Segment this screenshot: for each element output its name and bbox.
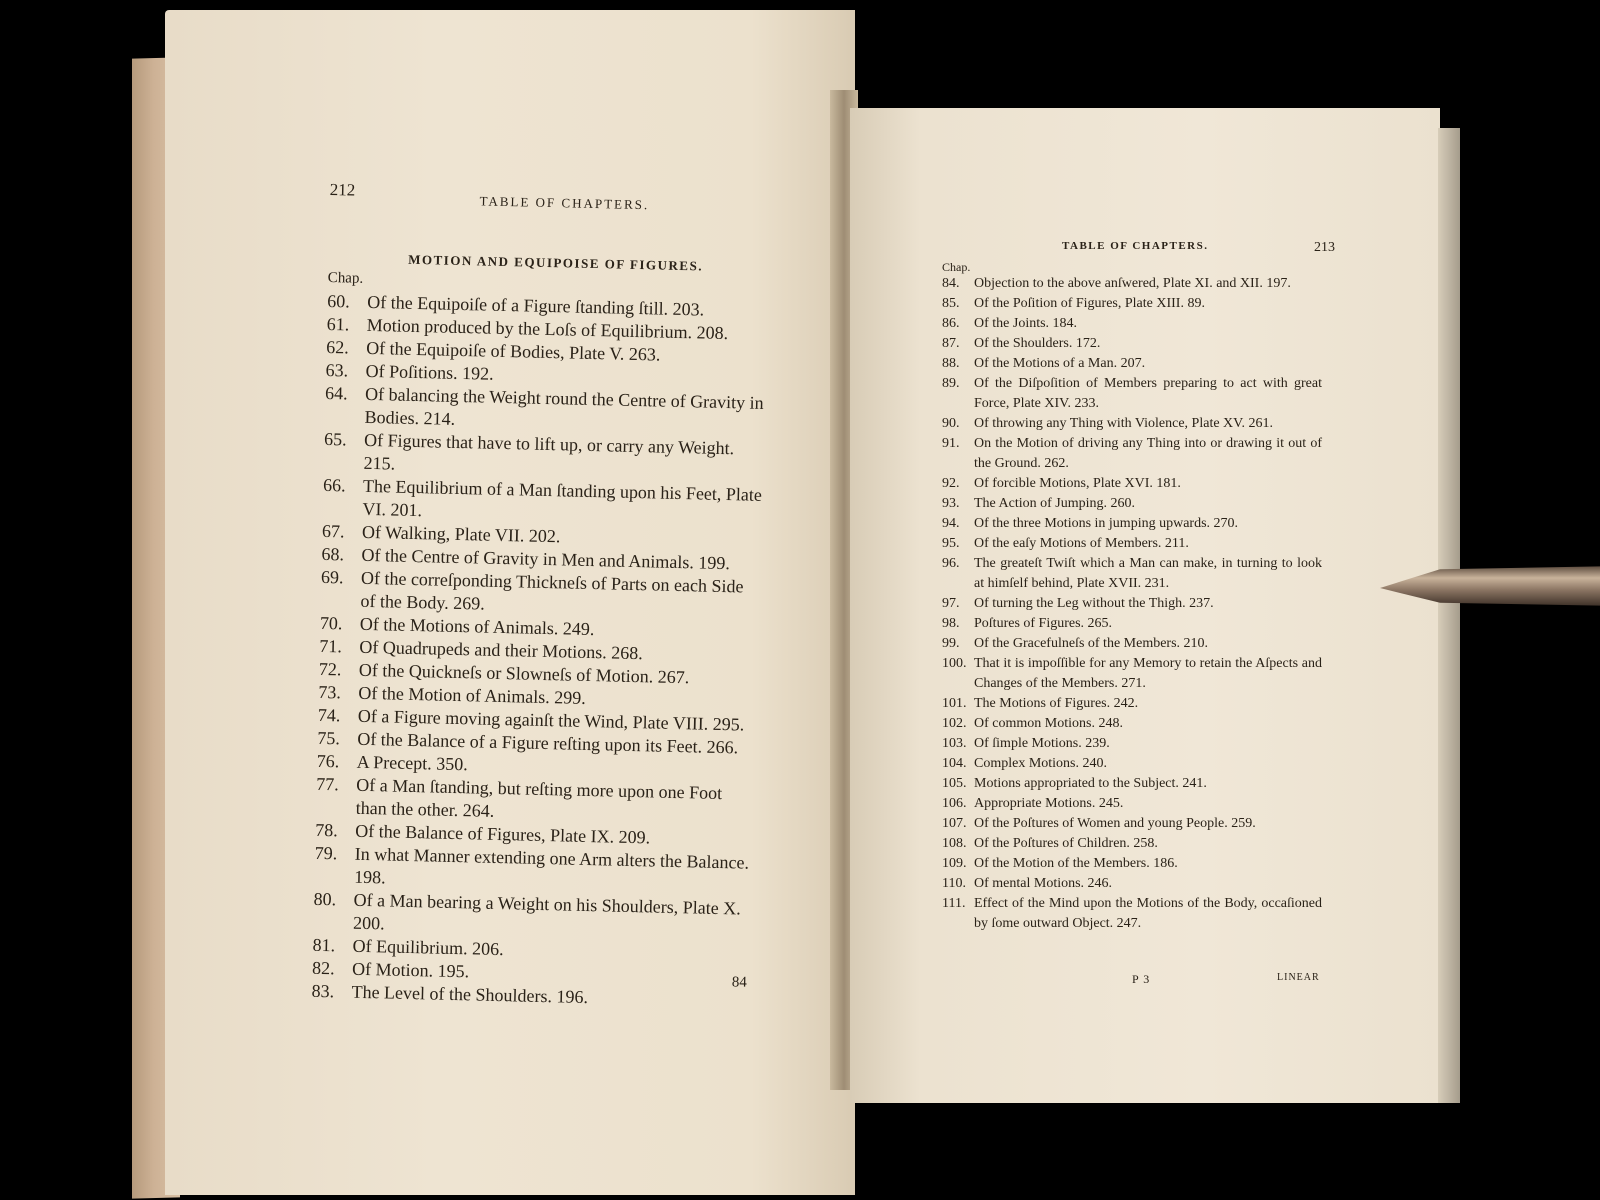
chapter-number: 111. — [942, 896, 966, 911]
chapter-title: The Level of the Shoulders. 196. — [351, 981, 589, 1008]
chapter-number: 81. — [312, 934, 336, 956]
chapter-title: Of a Man bearing a Weight on his Shoulders, Plate X. 200. — [352, 889, 741, 934]
chapter-title: The greateſt Twiſt which a Man can make, in turning to look at himſelf behind, Plate XVII. 231. — [974, 556, 1322, 591]
chapter-number: 77. — [316, 773, 340, 795]
chapter-number: 85. — [942, 296, 960, 311]
chapter-number: 71. — [319, 635, 343, 657]
chapter-entry — [942, 334, 1322, 354]
chapter-title: Of Walking, Plate VII. 202. — [361, 521, 561, 547]
chapter-number: 99. — [942, 636, 960, 651]
chapter-number: 61. — [326, 313, 350, 335]
chapter-number: 88. — [942, 356, 960, 371]
chapter-title: Of the Motion of Animals. 299. — [358, 682, 587, 708]
chapter-number: 89. — [942, 376, 960, 391]
chapter-title: Of the Joints. 184. — [974, 316, 1078, 331]
chapter-title: Of the Equipoiſe of Bodies, Plate V. 263. — [365, 337, 661, 365]
chapter-number: 70. — [319, 612, 343, 634]
chapter-number: 91. — [942, 436, 960, 451]
chapter-title: The Motions of Figures. 242. — [974, 696, 1139, 711]
chapter-entry — [942, 634, 1322, 654]
chapter-title: Of Poſitions. 192. — [365, 360, 494, 384]
chapter-title: Complex Motions. 240. — [974, 756, 1108, 771]
chapter-number: 102. — [942, 716, 967, 731]
chapter-number: 74. — [317, 704, 341, 726]
chapter-title: Of ſimple Motions. 239. — [974, 736, 1110, 751]
chapter-number: 73. — [318, 681, 342, 703]
chapter-title: Of the Balance of Figures, Plate IX. 209. — [355, 820, 651, 848]
chapter-title: Of a Figure moving againſt the Wind, Plate VIII. 295. — [357, 705, 745, 735]
chapter-number: 87. — [942, 336, 960, 351]
chapter-number: 78. — [315, 819, 338, 841]
chapter-title: Of balancing the Weight round the Centre of Gravity in Bodies. 214. — [364, 383, 764, 429]
chapter-number: 90. — [942, 416, 960, 431]
chapter-title: Of the Equipoiſe of a Figure ſtanding ſtill. 203. — [367, 291, 705, 320]
chapter-title: A Precept. 350. — [356, 751, 468, 775]
chapter-number: 95. — [942, 536, 960, 551]
chapter-title: Of the Motions of Animals. 249. — [359, 613, 595, 640]
chapter-number: 67. — [321, 520, 345, 542]
right-chapter-list — [942, 274, 1322, 934]
chapter-entry — [942, 774, 1322, 794]
chapter-title: Of Motion. 195. — [351, 958, 470, 982]
chapter-number: 107. — [942, 816, 967, 831]
chapter-title: Of the Balance of a Figure reſting upon its Feet. 266. — [357, 728, 739, 758]
chapter-entry — [942, 714, 1322, 734]
section-title: MOTION AND EQUIPOISE OF FIGURES. — [408, 251, 704, 274]
chapter-title: Of the Centre of Gravity in Men and Animals. 199. — [361, 544, 731, 574]
left-chap-label: Chap. — [327, 269, 364, 287]
chapter-title: That it is impoſſible for any Memory to retain the Aſpects and Changes of the Members. 271. — [974, 656, 1322, 691]
chapter-entry — [942, 514, 1322, 534]
chapter-entry — [942, 494, 1322, 514]
chapter-number: 64. — [324, 382, 348, 404]
chapter-number: 104. — [942, 756, 967, 771]
chapter-number: 100. — [942, 656, 967, 671]
left-page-number: 212 — [329, 180, 356, 200]
chapter-number: 101. — [942, 696, 967, 711]
chapter-number: 66. — [322, 474, 346, 496]
right-catchword: LINEAR — [1277, 972, 1320, 983]
chapter-title: The Action of Jumping. 260. — [974, 496, 1135, 511]
chapter-entry — [942, 894, 1322, 934]
chapter-entry — [942, 694, 1322, 714]
chapter-title: Of the Motions of a Man. 207. — [974, 356, 1146, 371]
right-page-edge — [1438, 128, 1460, 1103]
chapter-title: Of the Poſition of Figures, Plate XIII. 89. — [974, 296, 1205, 311]
chapter-number: 65. — [323, 428, 347, 450]
chapter-number: 106. — [942, 796, 967, 811]
chapter-title: Of the Quickneſs or Slowneſs of Motion. 267. — [358, 659, 690, 688]
right-chap-label: Chap. — [942, 260, 971, 274]
chapter-number: 92. — [942, 476, 960, 491]
chapter-entry — [942, 614, 1322, 634]
chapter-entry — [942, 834, 1322, 854]
chapter-number: 94. — [942, 516, 960, 531]
chapter-title: Of the Poſtures of Women and young People. 259. — [974, 816, 1256, 831]
chapter-title: Of the Gracefulneſs of the Members. 210. — [974, 636, 1209, 651]
chapter-title: Of the Motion of the Members. 186. — [974, 856, 1178, 871]
chapter-number: 60. — [327, 290, 350, 312]
chapter-entry — [942, 734, 1322, 754]
chapter-title: Appropriate Motions. 245. — [974, 796, 1124, 811]
left-catchword: 84 — [731, 974, 748, 991]
chapter-title: Of a Man ſtanding, but reſting more upon one Foot than the other. 264. — [355, 774, 723, 821]
chapter-title: Poſtures of Figures. 265. — [974, 616, 1113, 631]
chapter-number: 63. — [325, 359, 349, 381]
chapter-title: Objection to the above anſwered, Plate XI. and XII. 197. — [974, 276, 1291, 291]
chapter-entry — [942, 314, 1322, 334]
chapter-number: 105. — [942, 776, 967, 791]
chapter-title: In what Manner extending one Arm alters the Balance. 198. — [353, 843, 750, 888]
chapter-entry — [942, 294, 1322, 314]
chapter-number: 98. — [942, 616, 960, 631]
chapter-title: On the Motion of driving any Thing into or drawing it out of the Ground. 262. — [974, 436, 1322, 471]
chapter-number: 69. — [320, 566, 344, 588]
chapter-number: 80. — [313, 888, 337, 910]
chapter-number: 110. — [942, 876, 966, 891]
right-running-head: TABLE OF CHAPTERS. — [1062, 240, 1209, 252]
chapter-title: Of the three Motions in jumping upwards. 270. — [974, 516, 1239, 531]
chapter-entry — [942, 814, 1322, 834]
chapter-title: Motion produced by the Loſs of Equilibrium. 208. — [366, 314, 729, 344]
chapter-entry — [942, 794, 1322, 814]
chapter-number: 103. — [942, 736, 967, 751]
chapter-number: 93. — [942, 496, 960, 511]
chapter-number: 108. — [942, 836, 967, 851]
chapter-entry — [942, 434, 1322, 474]
chapter-number: 109. — [942, 856, 967, 871]
chapter-entry — [942, 554, 1322, 594]
chapter-title: Of forcible Motions, Plate XVI. 181. — [974, 476, 1181, 491]
left-running-head: TABLE OF CHAPTERS. — [479, 193, 650, 213]
right-page-number: 213 — [1314, 240, 1335, 255]
chapter-title: Of Equilibrium. 206. — [352, 935, 504, 960]
chapter-entry — [942, 274, 1322, 294]
chapter-number: 82. — [311, 957, 335, 979]
chapter-entry — [942, 654, 1322, 694]
chapter-title: Of Figures that have to lift up, or carry any Weight. 215. — [363, 429, 735, 474]
chapter-number: 62. — [325, 336, 349, 358]
chapter-entry — [942, 534, 1322, 554]
chapter-title: Effect of the Mind upon the Motions of the Body, occaſioned by ſome outward Object. 247. — [974, 896, 1322, 931]
chapter-title: Of the Shoulders. 172. — [974, 336, 1101, 351]
chapter-title: Of throwing any Thing with Violence, Plate XV. 261. — [974, 416, 1273, 431]
chapter-title: The Equilibrium of a Man ſtanding upon his Feet, Plate VI. 201. — [362, 475, 763, 521]
chapter-number: 84. — [942, 276, 960, 291]
chapter-number: 68. — [321, 543, 345, 565]
chapter-entry — [942, 474, 1322, 494]
chapter-title: Of the eaſy Motions of Members. 211. — [974, 536, 1189, 551]
chapter-entry — [942, 754, 1322, 774]
chapter-entry — [942, 854, 1322, 874]
chapter-entry — [942, 414, 1322, 434]
chapter-title: Of turning the Leg without the Thigh. 237. — [974, 596, 1214, 611]
chapter-title: Of Quadrupeds and their Motions. 268. — [359, 636, 644, 664]
chapter-entry — [942, 874, 1322, 894]
chapter-number: 97. — [942, 596, 960, 611]
chapter-entry — [942, 354, 1322, 374]
chapter-title: Of mental Motions. 246. — [974, 876, 1113, 891]
signature-mark: P 3 — [1132, 972, 1151, 986]
chapter-title: Of the correſponding Thickneſs of Parts on each Side of the Body. 269. — [360, 567, 744, 614]
chapter-title: Of the Poſtures of Children. 258. — [974, 836, 1158, 851]
chapter-number: 76. — [316, 750, 340, 772]
chapter-number: 96. — [942, 556, 960, 571]
chapter-title: Of common Motions. 248. — [974, 716, 1123, 731]
chapter-number: 79. — [314, 842, 338, 864]
chapter-number: 83. — [311, 980, 335, 1002]
chapter-number: 72. — [318, 658, 342, 680]
chapter-number: 86. — [942, 316, 960, 331]
chapter-title: Motions appropriated to the Subject. 241. — [974, 776, 1207, 791]
chapter-number: 75. — [317, 727, 341, 749]
chapter-entry — [942, 374, 1322, 414]
chapter-title: Of the Diſpoſition of Members preparing to act with great Force, Plate XIV. 233. — [974, 376, 1322, 411]
left-chapter-list — [311, 290, 767, 1013]
chapter-entry — [942, 594, 1322, 614]
